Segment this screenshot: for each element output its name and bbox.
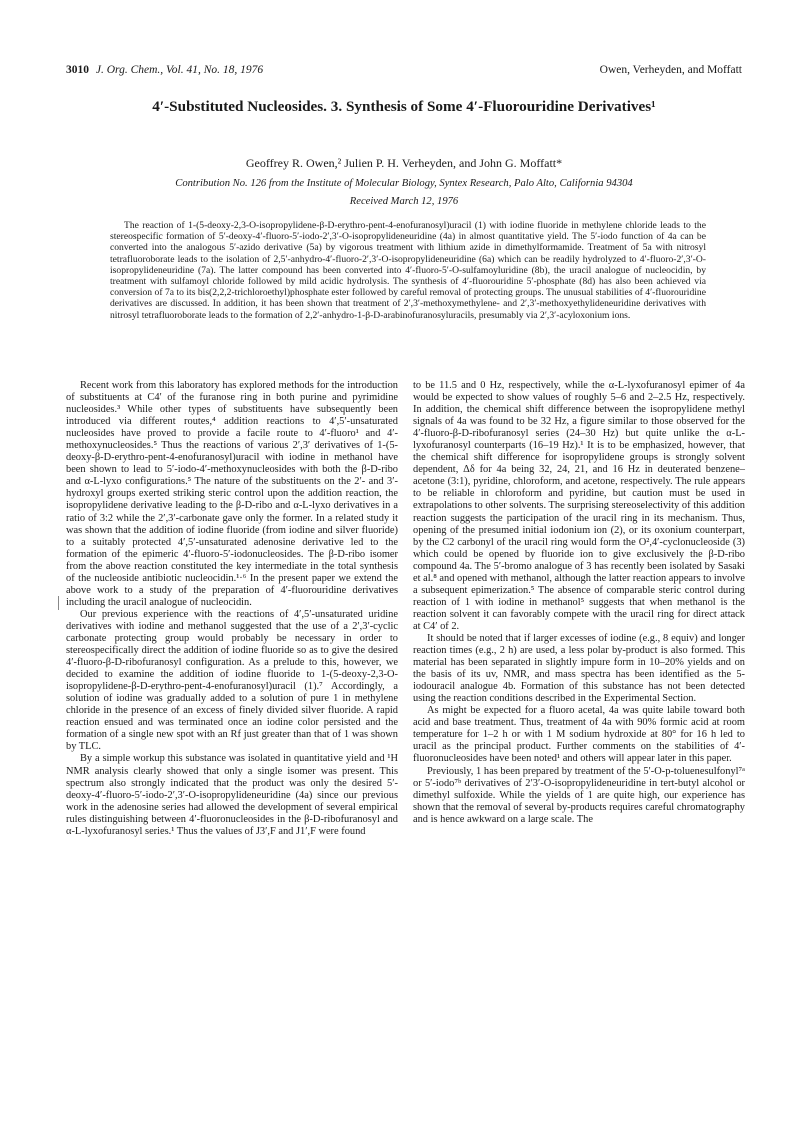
- received-date: Received March 12, 1976: [349, 196, 459, 207]
- body-column-right: [413, 380, 745, 826]
- paragraph: It should be noted that if larger excesses of iodine (e.g., 8 equiv) and longer reaction times (e.g., 2 h) are used, a less polar by-product is also formed. This material has been separated in slightly impure form in 10–20% yields and on the basis of its uv, NMR, and mass spectra has been identified as the 5-iodouracil analogue 4b. Formation of this substance has not been detected using the reaction conditions described in the Experimental Section.: [413, 632, 745, 705]
- paragraph: Recent work from this laboratory has explored methods for the introduction of substituents at C4′ of the furanose ring in both purine and pyrimidine nucleosides.³ While other types of substituents have subsequently been introduced via different routes,⁴ addition reactions to 4′,5′-unsaturated nucleosides have proved to provide a facile route to 4′-fluoro¹ and 4′-methoxynucleosides.⁵ Thus the reactions of various 2′,3′ derivatives of 1-(5-deoxy-β-D-erythro-pent-4-enofuranosyl)uracil with iodine in methanol have been shown to lead to 5′-iodo-4′-methoxynucleosides with both the β-D-ribo and α-L-lyxo configurations.⁵ The nature of the substituents on the 2′- and 3′-hydroxyl groups exerted striking steric control upon the addition reaction, the isopropylidene derivative leading to the β-D-ribo and α-L-lyxo derivatives in a ratio of 3:2 while the 2′,3′-carbonate gave only the former. In a related study it was shown that the addition of iodine fluoride (from iodine and silver fluoride) to a suitably protected 4′,5′-unsaturated adenosine derivative led to the formation of the epimeric 4′-fluoro-5′-iodonucleosides. The β-D-ribo isomer from the above reaction constituted the key intermediate in the total synthesis of the nucleoside antibiotic nucleocidin.¹·⁶ In the present paper we extend the above work to a study of the preparation of 4′-fluorouridine derivatives including the uracil analogue of nucleocidin.: [66, 380, 398, 608]
- paragraph: As might be expected for a fluoro acetal, 4a was quite labile toward both acid and base treatment. Thus, treatment of 4a with 90% formic acid at room temperature for 1–2 h or with 1 M sodium hydroxide at 80° for 16 h led to uracil as the principal product. Further comments on the stabilities of 4′-fluoronucleosides have been noted¹ and others will appear later in this paper.: [413, 705, 745, 765]
- paragraph: By a simple workup this substance was isolated in quantitative yield and ¹H NMR analysis clearly showed that only a single isomer was present. This spectrum also strongly indicated that the product was only the desired 5′-deoxy-4′-fluoro-5′-iodo-2′,3′-O-isopropylideneuridine (4a) since our previous work in the adenosine series had allowed the development of several empirical rules distinguishing between 4′-fluoronucleosides in the β-D-ribofuranosyl and α-L-lyxofuranosyl series.¹ Thus the values of J3′,F and J1′,F were found: [66, 753, 398, 837]
- page-number: 3010: [66, 64, 89, 76]
- journal-citation: J. Org. Chem., Vol. 41, No. 18, 1976: [95, 64, 264, 76]
- paragraph: to be 11.5 and 0 Hz, respectively, while the α-L-lyxofuranosyl epimer of 4a would be expected to show values of roughly 5–6 and 2–2.5 Hz, respectively. In addition, the chemical shift difference between the isopropylidene methyl signals of 4a was found to be 32 Hz, a figure similar to those observed for the 4′-fluoro-β-D-ribofuranosyl series (24–30 Hz) but quite unlike the α-L-lyxofuranosyl counterparts (16–19 Hz).¹ It is to be emphasized, however, that the chemical shift difference for isopropylidene groups is strongly solvent dependent, Δδ for 4a being 32, 24, 21, and 16 Hz in deuterated benzene–acetone (3:1), pyridine, chloroform, and acetone, respectively. The rule appears to be reliable in chloroform and pyridine, but caution must be used in extrapolations to other solvents. The surprising stereoselectivity of this addition reaction suggests the participation of the uracil ring in its mechanism. Thus, opening of the presumed initial iodonium ion (2), or its oxonium counterpart, by the C2 carbonyl of the uracil ring would form the O²,4′-cyclonucleoside (3) which could be opened by fluoride ion to give exclusively the β-D-ribo compound 4a. The 5′-bromo analogue of 3 has recently been isolated by Sasaki et al.⁸ and opened with methanol, although the latter reaction appears to involve a subsequent epimerization.⁵ The absence of comparable steric control during reaction of 1 with iodine in methanol⁵ suggests that when methanol is the reaction solvent it can favorably compete with the uracil ring for direct attack at C4′ of 2.: [413, 380, 745, 632]
- author-list: Geoffrey R. Owen,² Julien P. H. Verheyden, and John G. Moffatt*: [245, 156, 563, 170]
- article-title: 4′-Substituted Nucleosides. 3. Synthesis of Some 4′-Fluorouridine Derivatives¹: [152, 98, 656, 115]
- running-authors: Owen, Verheyden, and Moffatt: [599, 64, 742, 76]
- abstract: The reaction of 1-(5-deoxy-2,3-O-isopropylidene-β-D-erythro-pent-4-enofuranosyl)uracil (1) with iodine fluoride in methylene chloride leads to the stereospecific formation of 5′-deoxy-4′-fluoro-5′-iodo-2′,3′-O-isopropylideneuridine (4a) in almost quantitative yield. The 5′-iodo function of 4a can be converted into the analogous 5′-azido derivative (5a) by vigorous treatment with lithium azide in dimethylformamide. Treatment of 5a with nitrosyl tetrafluoroborate leads to the isolation of 2,5′-anhydro-4′-fluoro-2′,3′-O-isopropylideneuridine (6a) which can be readily hydrolyzed to 4′-fluoro-2′,3′-O-isopropylideneuridine (7a). The latter compound has been converted into 4′-fluoro-5′-O-sulfamoyluridine (8b), the uracil analogue of nucleocidin, by treatment with sulfamoyl chloride followed by mild acidic hydrolysis. The synthesis of 4′-fluorouridine 5′-phosphate (8d) has also been achieved via conversion of 7a to its bis(2,2,2-trichloroethyl)phosphate ester followed by careful removal of protecting groups. The unusual stabilities of 4′-fluorouridine derivatives are discussed. In addition, it has been shown that treatment of 2′,3′-methoxymethylene- and 2′,3′-methoxyethylideneuridine derivatives with nitrosyl tetrafluoroborate leads to the formation of 2,2′-anhydro-1-β-D-arabinofuranosyluracils, presumably via 2′,3′-acyloxonium ions.: [110, 220, 706, 321]
- affiliation: Contribution No. 126 from the Institute of Molecular Biology, Syntex Research, Palo Alto, California 94304: [175, 178, 633, 189]
- running-header: [66, 62, 742, 78]
- paragraph: Previously, 1 has been prepared by treatment of the 5′-O-p-toluenesulfonyl⁷ᵃ or 5′-iodo⁷ᵇ derivatives of 2′3′-O-isopropylideneuridine in tert-butyl alcohol or dimethyl sulfoxide. While the yields of 1 are quite high, our experience has shown that the removal of several by-products requires careful chromatography and is hence awkward on a large scale. The: [413, 765, 745, 825]
- paragraph: Our previous experience with the reactions of 4′,5′-unsaturated uridine derivatives with iodine and methanol suggested that the use of a 2′,3′-cyclic carbonate protecting group would probably be necessary in order to stereospecifically direct the addition of iodine fluoride so as to give the desired 4′-fluoro-β-D-ribofuranosyl configuration. As a prelude to this, however, we decided to examine the addition of iodine fluoride to 1-(5-deoxy-2,3-O-isopropylidene-β-D-erythro-pent-4-enofuranosyl)uracil (1).⁷ Accordingly, a solution of iodine was gradually added to a solution of pure 1 in methylene chloride in the presence of an excess of finely divided silver fluoride. A rapid reaction ensued and was terminated once an iodine color persisted and the formation of a single new spot with an Rf just greater than that of 1 was shown by TLC.: [66, 608, 398, 753]
- body-column-left: [66, 380, 398, 838]
- margin-mark: [58, 596, 59, 610]
